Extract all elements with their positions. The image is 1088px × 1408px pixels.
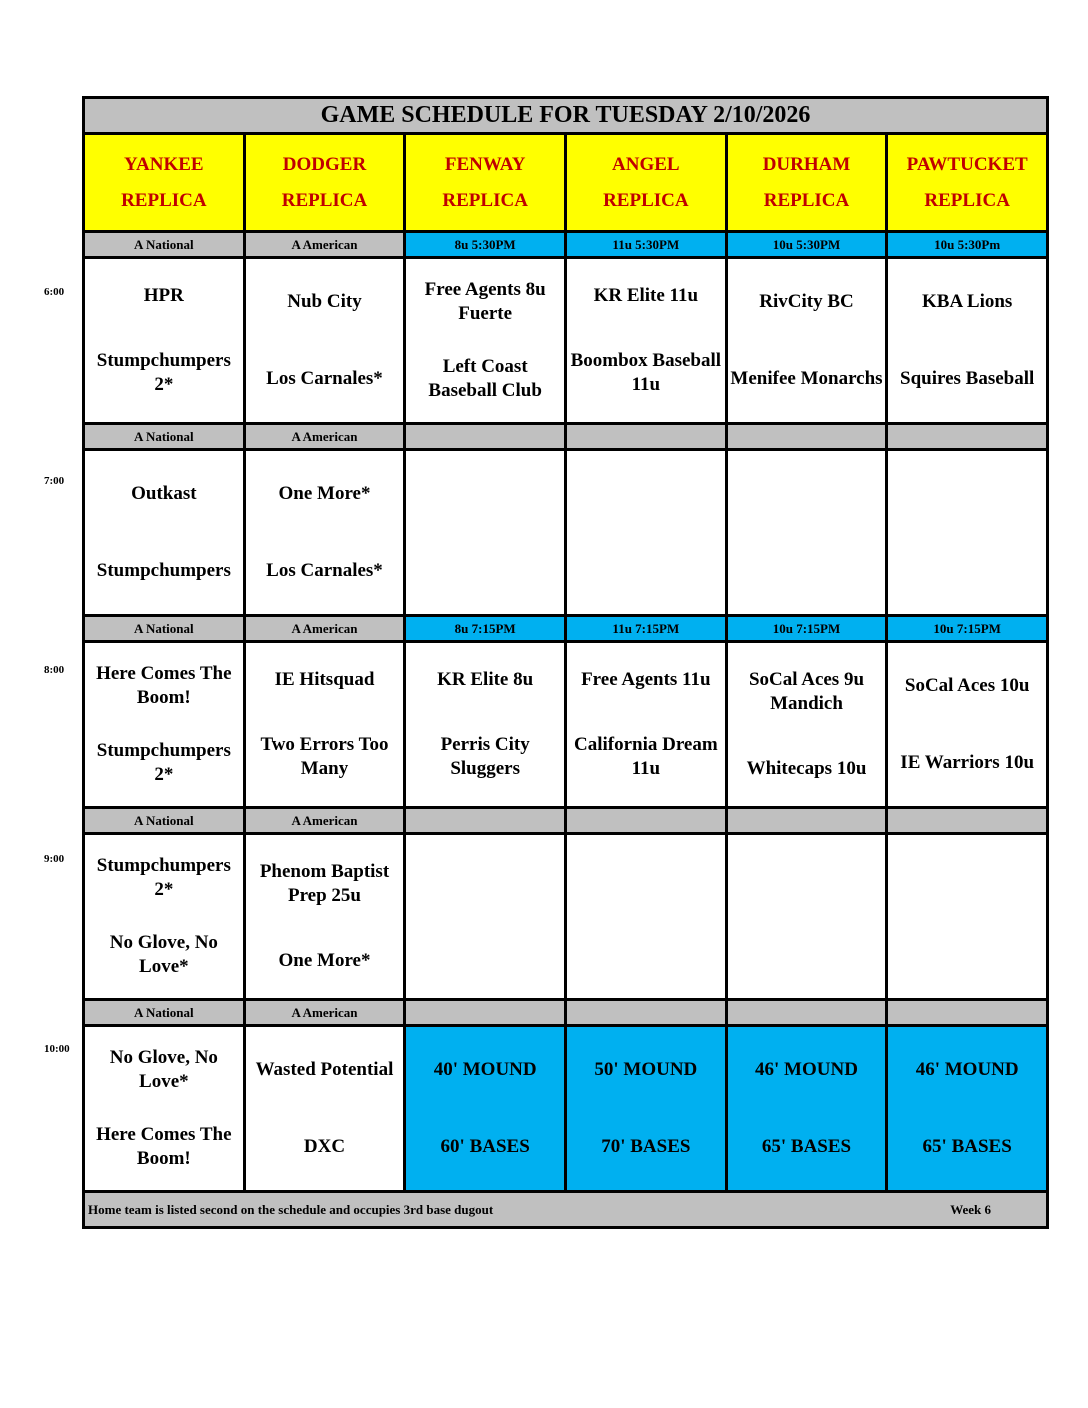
field-name: YANKEE xyxy=(124,153,204,175)
home-team: Perris City Sluggers xyxy=(440,734,530,780)
field-header-angel xyxy=(567,135,725,230)
field-sub: REPLICA xyxy=(763,189,850,211)
field-header-yankee xyxy=(85,135,243,230)
game-cell xyxy=(246,643,404,806)
game-cell xyxy=(85,259,243,422)
mound-distance: 46' MOUND xyxy=(755,1058,858,1080)
division-label: A American xyxy=(246,1001,404,1024)
base-distance: 60' BASES xyxy=(440,1136,530,1158)
home-team: Stumpchumpers 2* xyxy=(96,740,231,786)
field-name: DURHAM xyxy=(762,153,851,175)
week-label: Week 6 xyxy=(950,1201,991,1217)
footer-bar xyxy=(85,1193,1046,1226)
home-team: Boombox Baseball 11u xyxy=(570,350,722,396)
home-team: Stumpchumpers 2* xyxy=(96,350,231,396)
game-cell xyxy=(888,643,1046,806)
division-label: A American xyxy=(246,425,404,448)
home-team: No Glove, No Love* xyxy=(109,932,218,978)
away-team: Nub City xyxy=(287,290,362,312)
away-team: KBA Lions xyxy=(922,290,1013,312)
division-label: A National xyxy=(85,809,243,832)
field-header-fenway xyxy=(406,135,564,230)
division-label: A American xyxy=(246,233,404,256)
away-team: Stumpchumpers 2* xyxy=(96,854,231,900)
division-label xyxy=(888,809,1046,832)
division-label: A National xyxy=(85,617,243,640)
home-team: Los Carnales* xyxy=(266,560,383,582)
away-team: HPR xyxy=(143,284,184,306)
home-team: Los Carnales* xyxy=(266,368,383,390)
division-label: 10u 7:15PM xyxy=(888,617,1046,640)
field-sub: REPLICA xyxy=(281,189,368,211)
field-name: ANGEL xyxy=(612,153,680,175)
schedule-table xyxy=(82,96,1049,1229)
game-cell xyxy=(567,643,725,806)
game-cell xyxy=(406,835,564,998)
home-team: Menifee Monarchs xyxy=(730,368,883,390)
game-cell xyxy=(888,451,1046,614)
division-label: 11u 5:30PM xyxy=(567,233,725,256)
mound-distance: 50' MOUND xyxy=(594,1058,698,1080)
away-team: One More* xyxy=(278,482,371,504)
home-team: Left Coast Baseball Club xyxy=(428,356,542,402)
division-label xyxy=(567,809,725,832)
division-label xyxy=(888,425,1046,448)
game-cell xyxy=(888,835,1046,998)
home-team: Squires Baseball xyxy=(900,368,1035,390)
game-cell xyxy=(728,835,886,998)
field-sub: REPLICA xyxy=(603,189,689,211)
game-cell xyxy=(728,643,886,806)
division-label xyxy=(406,425,564,448)
time-label: 8:00 xyxy=(44,664,65,676)
home-team: Whitecaps 10u xyxy=(746,758,867,780)
home-team: Here Comes The Boom! xyxy=(96,1124,232,1170)
field-header-durham xyxy=(728,135,886,230)
division-label: 11u 7:15PM xyxy=(567,617,725,640)
schedule-title: GAME SCHEDULE FOR TUESDAY 2/10/2026 xyxy=(85,99,1046,132)
division-label: 8u 5:30PM xyxy=(406,233,564,256)
field-header-pawtucket xyxy=(888,135,1046,230)
division-label xyxy=(406,809,564,832)
division-label xyxy=(406,1001,564,1024)
base-distance: 65' BASES xyxy=(922,1136,1012,1158)
footer-note: Home team is listed second on the schedule and occupies 3rd base dugout xyxy=(88,1201,494,1217)
away-team: Free Agents 8u Fuerte xyxy=(424,278,546,324)
field-spec-cell xyxy=(888,1027,1046,1190)
mound-distance: 46' MOUND xyxy=(915,1058,1019,1080)
home-team: Two Errors Too Many xyxy=(260,734,389,780)
mound-distance: 40' MOUND xyxy=(433,1058,537,1080)
game-cell xyxy=(888,259,1046,422)
division-label: A American xyxy=(246,809,404,832)
base-distance: 70' BASES xyxy=(601,1136,691,1158)
game-cell xyxy=(246,259,404,422)
game-cell xyxy=(406,451,564,614)
field-name: DODGER xyxy=(282,153,367,175)
away-team: Outkast xyxy=(131,482,197,504)
division-label xyxy=(567,1001,725,1024)
away-team: KR Elite 8u xyxy=(437,668,534,690)
division-label xyxy=(728,1001,886,1024)
time-label: 6:00 xyxy=(44,286,65,298)
away-team: KR Elite 11u xyxy=(593,284,699,306)
division-label: A American xyxy=(246,617,404,640)
division-label: A National xyxy=(85,425,243,448)
division-label xyxy=(728,809,886,832)
time-label: 10:00 xyxy=(44,1043,70,1055)
home-team: One More* xyxy=(278,950,371,972)
division-label: A National xyxy=(85,1001,243,1024)
home-team: IE Warriors 10u xyxy=(900,752,1035,774)
field-sub: REPLICA xyxy=(121,189,207,211)
game-cell xyxy=(85,451,243,614)
away-team: SoCal Aces 9u Mandich xyxy=(748,668,865,714)
home-team: DXC xyxy=(303,1136,346,1158)
game-cell xyxy=(85,1027,243,1190)
game-cell xyxy=(246,451,404,614)
division-label xyxy=(567,425,725,448)
field-name: PAWTUCKET xyxy=(906,153,1028,175)
field-spec-cell xyxy=(567,1027,725,1190)
division-label xyxy=(888,1001,1046,1024)
away-team: Here Comes The Boom! xyxy=(96,662,232,708)
game-cell xyxy=(85,835,243,998)
game-cell xyxy=(728,259,886,422)
away-team: RivCity BC xyxy=(759,290,854,312)
base-distance: 65' BASES xyxy=(761,1136,852,1158)
game-cell xyxy=(406,259,564,422)
away-team: Free Agents 11u xyxy=(581,668,711,690)
game-cell xyxy=(567,451,725,614)
game-cell xyxy=(567,259,725,422)
field-sub: REPLICA xyxy=(442,189,528,211)
game-cell xyxy=(246,835,404,998)
away-team: Phenom Baptist Prep 25u xyxy=(259,860,390,906)
field-spec-cell xyxy=(728,1027,886,1190)
field-header-dodger xyxy=(246,135,404,230)
time-label: 9:00 xyxy=(44,853,65,865)
division-label xyxy=(728,425,886,448)
game-cell xyxy=(406,643,564,806)
away-team: SoCal Aces 10u xyxy=(904,674,1030,696)
away-team: Wasted Potential xyxy=(255,1058,394,1080)
time-label: 7:00 xyxy=(44,475,65,487)
game-cell xyxy=(85,643,243,806)
away-team: No Glove, No Love* xyxy=(109,1046,218,1092)
field-spec-cell xyxy=(406,1027,564,1190)
field-name: FENWAY xyxy=(444,153,526,175)
away-team: IE Hitsquad xyxy=(274,668,375,690)
division-label: 10u 7:15PM xyxy=(728,617,886,640)
field-sub: REPLICA xyxy=(924,189,1010,211)
game-cell xyxy=(246,1027,404,1190)
division-label: 10u 5:30Pm xyxy=(888,233,1046,256)
division-label: A National xyxy=(85,233,243,256)
home-team: California Dream 11u xyxy=(573,734,718,780)
game-cell xyxy=(567,835,725,998)
division-label: 10u 5:30PM xyxy=(728,233,886,256)
home-team: Stumpchumpers xyxy=(96,560,231,582)
division-label: 8u 7:15PM xyxy=(406,617,564,640)
game-cell xyxy=(728,451,886,614)
